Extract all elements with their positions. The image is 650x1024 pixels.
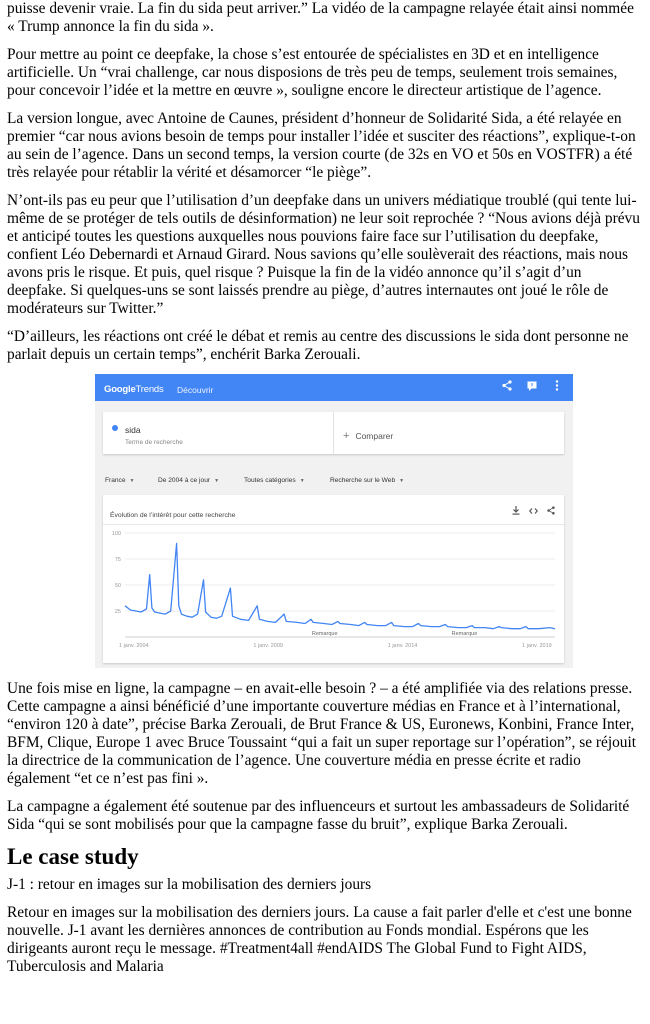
paragraph-mise-en-ligne: Une fois mise en ligne, la campagne – en avait-elle besoin ? – a été amplifiée via des relations presse. Cette campagne a ainsi bénéficié d’une importante couverture médias en France et à l’international, “environ 120 à date”, précise Barka Zerouali, de Brut France & US, Euronews, Konbini, France Inter, BFM, Clique, Europe 1 avec Bruce Toussaint “qui a fait un super reportage sur l’opération”, se réjouit la directrice de la communication de l’agence. Une couverture média en presse écrite et radio également “et ce n’est pas fini ». (7, 680, 637, 787)
chart-annotation: Remarque (311, 631, 338, 637)
trends-header (95, 374, 573, 401)
trends-nav-discover: Découvrir (177, 385, 214, 395)
paragraph-retour: Retour en images sur la mobilisation des derniers jours. La cause a fait parler d'elle et c'est une bonne nouvelle. J-1 avant les dernières annonces de contribution au Fonds mondial. Espérons que les dirigeants auront reçu le message. #Treatment4all #endAIDS The Global Fund to Fight AIDS, Tuberculosis and Malaria (7, 904, 632, 975)
chart-annotation: Remarque (451, 631, 478, 637)
caret-down-icon: ▼ (214, 478, 220, 484)
y-tick-label: 75 (114, 557, 121, 563)
share-icon (501, 379, 513, 397)
section-heading: Le case study (7, 844, 139, 869)
paragraph-j1: J-1 : retour en images sur la mobilisation des derniers jours (7, 876, 372, 893)
caret-down-icon: ▼ (129, 478, 135, 484)
x-tick-label: 1 janv. 2009 (253, 643, 283, 649)
trends-logo: GoogleTrends (104, 384, 164, 395)
embed-icon (529, 504, 538, 522)
filter-country: France ▼ (105, 472, 158, 490)
filter-period: De 2004 à ce jour ▼ (158, 472, 244, 490)
caret-down-icon: ▼ (299, 478, 305, 484)
share-icon (547, 504, 555, 522)
paragraph-peur: N’ont-ils pas eu peur que l’utilisation d’un deepfake dans un univers médiatique troublé (qui tente lui-même de se protéger de tels outils de désinformation) ne leur soit reprochée ? “Nous avions déjà prévu et anticipé toutes les questions auxquelles nous pouvions faire face sur l’utilisation du deepfake, confient Léo Debernardi et Arnaud Girard. Nous savions qu’elle soulèverait des réactions, mais nous avons pris le risque. Et puis, quel risque ? Puisque la fin de la vidéo annonce qu’il s’agit d’un deepfake. Si quelques-uns se sont laissés prendre au piège, d’autres internautes ont joué le rôle de modérateurs sur Twitter.” (7, 192, 640, 317)
download-icon (512, 504, 520, 522)
filter-category: Toutes catégories ▼ (244, 472, 330, 490)
y-tick-label: 100 (111, 531, 121, 537)
compare-button: + Comparer (343, 430, 394, 442)
chart-title: Évolution de l’intérêt pour cette recherche (110, 512, 236, 519)
x-tick-label: 1 janv. 2019 (522, 643, 552, 649)
y-tick-label: 50 (114, 583, 121, 589)
google-trends-screenshot (95, 374, 573, 668)
series-line (125, 543, 555, 628)
feedback-icon (526, 379, 538, 397)
filter-search-type: Recherche sur le Web ▼ (330, 472, 404, 490)
paragraph-deepfake: Pour mettre au point ce deepfake, la chose s’est entourée de spécialistes en 3D et en intelligence artificielle. Un “vrai challenge, car nous disposions de très peu de temps, seulement trois semaines, pour concevoir l’idée et la mettre en œuvre », souligne encore le directeur artistique de l’agence. (7, 46, 618, 99)
paragraph-debat: “D’ailleurs, les réactions ont créé le débat et remis au centre des discussions le sida dont personne ne parlait depuis un certain temps”, enchérit Barka Zerouali. (7, 328, 629, 363)
paragraph-influenceurs: La campagne a également été soutenue par des influenceurs et surtout les ambassadeurs de Solidarité Sida “qui se sont mobilisés pour que la campagne fasse du bruit”, explique Barka Zerouali. (7, 798, 630, 833)
y-tick-label: 25 (114, 609, 121, 615)
interest-over-time-card (103, 495, 564, 663)
plus-icon: + (343, 430, 350, 442)
search-term: sida (125, 425, 141, 435)
interest-line-chart (103, 525, 564, 663)
search-term-type: Terme de recherche (125, 439, 183, 446)
filter-row (105, 472, 404, 490)
x-tick-label: 1 janv. 2004 (119, 643, 149, 649)
paragraph-intro: puisse devenir vraie. La fin du sida peut arriver.” La vidéo de la campagne relayée était ainsi nommée « Trump annonce la fin du sida ». (7, 0, 634, 35)
menu-icon (551, 379, 563, 397)
search-term-card (103, 412, 564, 454)
paragraph-version: La version longue, avec Antoine de Caunes, président d’honneur de Solidarité Sida, a été relayée en premier “car nous avions besoin de temps pour installer l’idée et susciter des réactions”, explique-t-on au sein de l’agence. Dans un second temps, la version courte (de 32s en VO et 50s en VOSTFR) a été très relayée pour rétablir la vérité et désamorcer “le piège”. (7, 110, 636, 181)
series-color-dot (112, 425, 118, 431)
caret-down-icon: ▼ (399, 478, 405, 484)
x-tick-label: 1 janv. 2014 (387, 643, 418, 649)
